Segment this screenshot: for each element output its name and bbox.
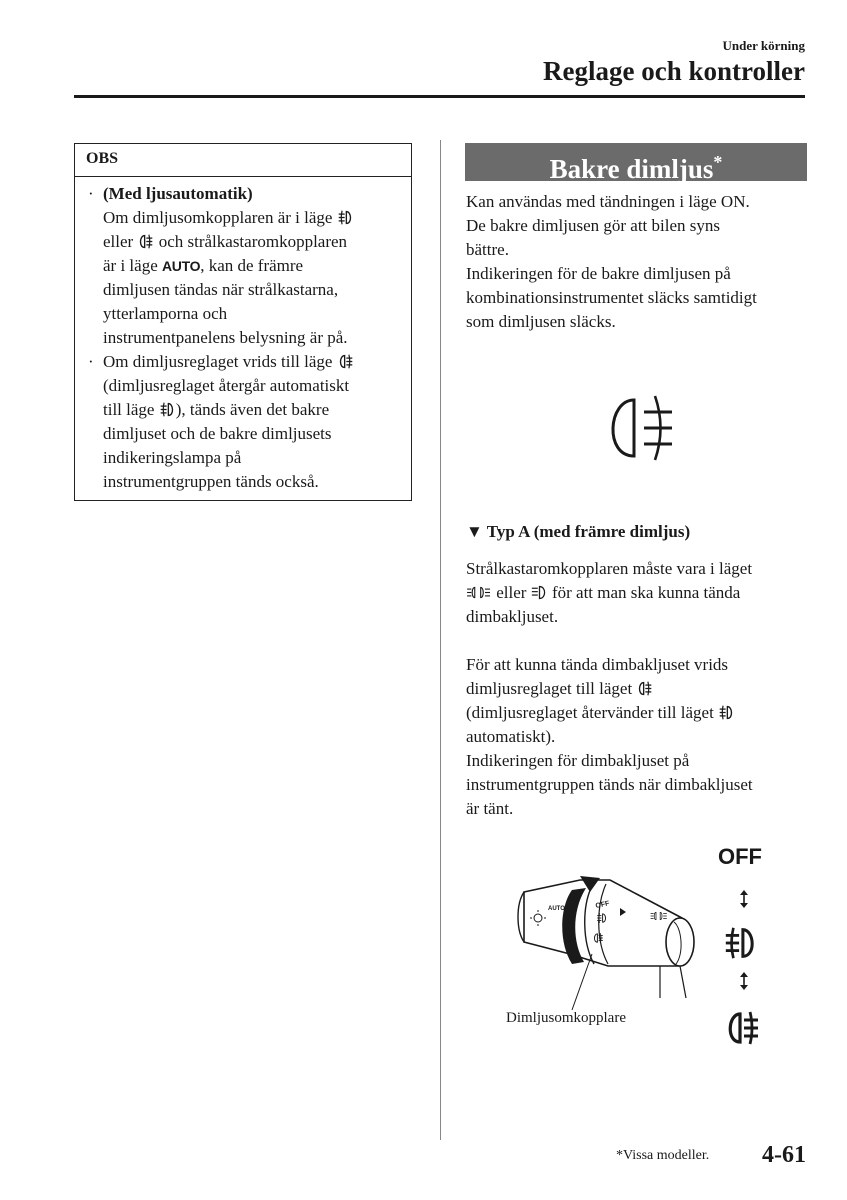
section-name: Under körning [722,38,805,53]
header-rule [74,95,805,98]
obs-bullet1-line3 [103,254,303,278]
text-span: för att man ska kunna tända [551,583,741,602]
text-span: Om dimljusomkopplaren är i läge [103,208,333,227]
stalk-illustration [510,862,710,1012]
para3-line3 [466,701,735,725]
rear-fog-icon [337,353,354,370]
obs-bullet2-line1 [103,350,354,374]
text-span: dimljusreglaget till läget [466,679,633,698]
off-label: OFF [718,844,762,869]
column-divider [440,140,441,1140]
text-span: till läge [103,400,155,419]
arrow-updown-icon [736,888,752,910]
para2-line1: Strålkastaromkopplaren måste vara i läget [466,559,753,578]
rear-fog-icon [636,680,653,697]
bullet-dot: · [88,184,94,203]
obs-bullet1-line4: dimljusen tändas när strålkastarna, [103,280,339,299]
para3-line5: Indikeringen för dimbakljuset på [466,751,690,770]
rear-fog-icon [137,233,154,250]
section-heading-text: Bakre dimljus [549,154,714,184]
front-fog-icon [337,209,354,226]
para3-line6: instrumentgruppen tänds när dimbakljuset [466,775,753,794]
front-fog-icon [722,924,760,962]
text-span: eller [496,583,527,602]
para3-line7: är tänt. [466,799,514,818]
obs-bullet1-line2 [103,230,347,254]
switch-auto-label: AUTO [548,906,565,912]
subheading: ▼ Typ A (med främre dimljus) [466,522,691,541]
auto-label: AUTO [162,258,201,274]
para3-line4: automatiskt). [466,727,556,746]
front-fog-icon [159,401,176,418]
arrow-updown-icon [736,970,752,992]
text-span: eller [103,232,134,251]
obs-bullet2-line6: instrumentgruppen tänds också. [103,472,319,491]
switch-off-label: OFF [594,900,611,910]
text-span: (dimljusreglaget återvänder till läget [466,703,714,722]
page-number: 4-61 [762,1142,806,1168]
para1-line: Indikeringen för de bakre dimljusen på [466,264,731,283]
text-span: ), tänds även det bakre [175,400,330,419]
parking-light-icon [466,584,492,601]
text-span: Om dimljusreglaget vrids till läge [103,352,333,371]
obs-bullet1-line1 [103,206,354,230]
obs-bullet1-heading: (Med ljusautomatik) [103,184,253,203]
obs-bullet2-line2: (dimljusreglaget återgår automatiskt [103,376,350,395]
page-title: Reglage och kontroller [543,56,805,86]
section-heading [465,143,807,184]
obs-bullet1-line6: instrumentpanelens belysning är på. [103,328,348,347]
para1-line: kombinationsinstrumentet släcks samtidigt [466,288,757,307]
bullet-dot: · [88,352,94,371]
para1-line: De bakre dimljusen gör att bilen syns [466,216,721,235]
rear-fog-icon [600,392,680,464]
para1-line: som dimljusen släcks. [466,312,616,331]
footnote: *Vissa modeller. [616,1148,710,1163]
obs-divider [74,176,412,177]
para3-line2 [466,677,653,701]
obs-bullet2-line3 [103,398,329,422]
text-span: , kan de främre [200,256,304,275]
para2-line2 [466,581,740,605]
obs-bullet1-line5: ytterlamporna och [103,304,228,323]
front-fog-icon [718,704,735,721]
para2-line3: dimbakljuset. [466,607,559,626]
text-span: är i läge [103,256,158,275]
text-span: och strålkastaromkopplaren [158,232,348,251]
para1-line: bättre. [466,240,509,259]
rear-fog-icon [722,1008,762,1048]
obs-title: OBS [86,150,119,167]
para1-line: Kan användas med tändningen i läge ON. [466,192,750,211]
obs-bullet2-line5: indikeringslampa på [103,448,242,467]
headlight-icon [531,584,548,601]
figure-caption: Dimljusomkopplare [506,1010,626,1026]
obs-bullet2-line4: dimljuset och de bakre dimljusets [103,424,332,443]
asterisk: * [713,152,723,172]
para3-line1: För att kunna tända dimbakljuset vrids [466,655,729,674]
